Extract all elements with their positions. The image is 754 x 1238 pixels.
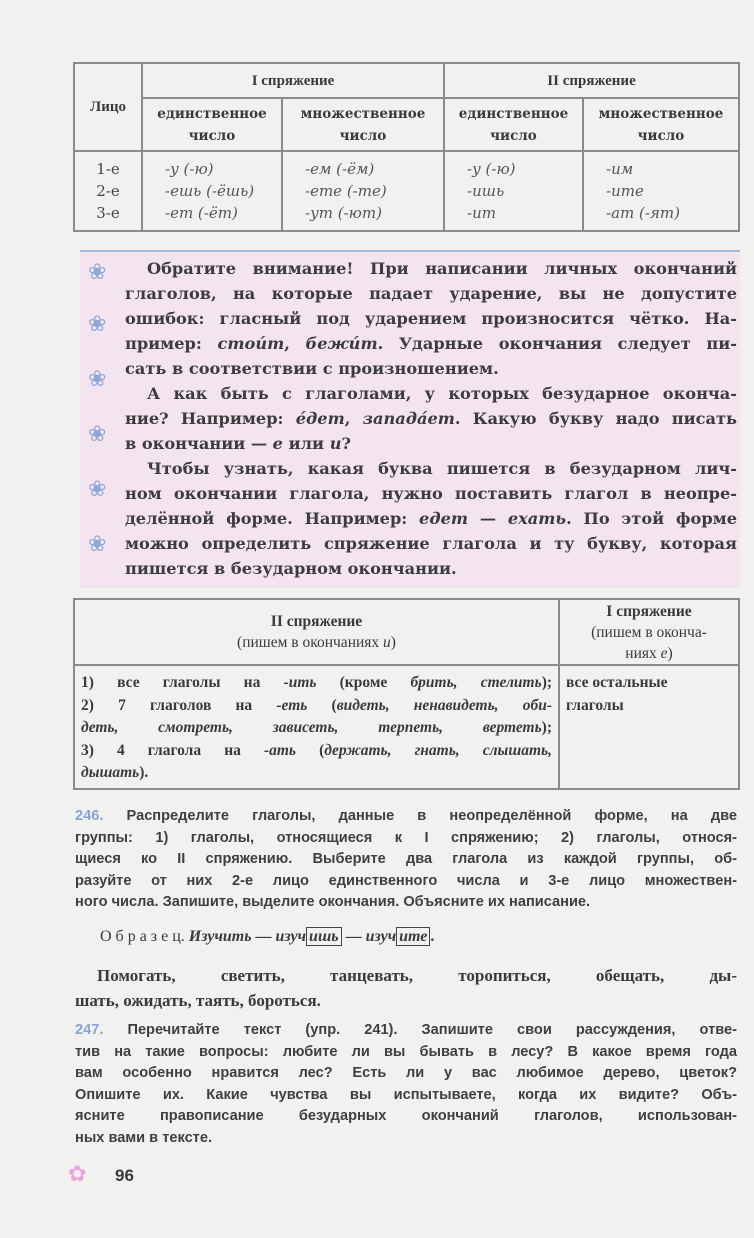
page-number: 96 [115,1166,134,1185]
text-line: 246. Распределите глаголы, данные в неопределённой форме, на две [75,808,737,824]
text-line: дышать). [81,764,149,781]
text-line: разуйте от них 2-е лицо единственного числа и 3-е лицо множествен- [75,872,737,889]
conj1-rule-header: I спряжение (пишем в оконча- ниях е) [559,599,739,665]
table-cell-line: 1-е [96,160,120,178]
ending-box: ите [396,927,430,946]
conj1-singular-endings [142,151,282,231]
text-line: деть, смотреть, зависеть, терпеть, вертеть); [81,719,552,736]
text-line: группы: 1) глаголы, относящиеся к I спряжению; 2) глаголы, относя- [75,829,737,846]
text-line: в окончании — е или и? [125,434,351,453]
conj2-rule-list [74,665,559,789]
rule-note-box [80,250,740,588]
table-cell-line: -у (-ю) [467,160,516,178]
table-cell-line: -ишь [467,182,505,200]
conj1-header: I спряжение [142,63,444,98]
conj1-plural-endings [282,151,444,231]
text-line: ном окончании глагола, нужно поставить глагол в неопре- [125,484,737,503]
conj2-plural-header: множественное число [583,98,739,151]
table-cell-line: -у (-ю) [165,160,214,178]
flower-ornament-icon: ❀ [88,312,107,337]
text-line: 1) все глаголы на -ить (кроме брить, стелить); [81,674,553,691]
text-line: пишется в безударном окончании. [125,559,457,578]
persons-cell [74,151,142,231]
text-line: тив на такие вопросы: любите ли вы бывать в лесу? В какое время года [75,1043,737,1060]
text-line: щиеся ко II спряжению. Выберите два глагола из каждой группы, об- [75,851,737,867]
table-cell-line: -ем (-ём) [305,160,375,178]
text-line: вам особенно нравится лес? Есть ли у вас любимое дерево, цветок? [75,1065,737,1081]
conj2-rule-header: II спряжение (пишем в окончаниях и) [74,599,559,665]
person-header: Лицо [74,63,142,151]
conjugation-rule-table [73,598,740,790]
table-cell-line: -им [606,160,634,178]
text-line: сать в соответствии с произношением. [125,359,499,378]
rule-note-text [125,256,737,581]
verb-list: Помогать, светить, танцевать, торопиться, обещать, ды- шать, ожидать, таять, бороться. [75,966,737,1010]
text-line: глаголов, на которые падает ударение, вы не допустите [125,284,737,303]
text-line: можно определить спряжение глагола и ту букву, которая [125,534,737,553]
conj2-singular-endings [444,151,583,231]
text-line: пример: стои́т, бежи́т. Ударные окончания следует пи- [125,334,737,353]
table-cell-line: 2-е [96,182,120,200]
table-cell-line: -ат (-ят) [606,204,680,222]
text-line: 3) 4 глагола на -ать (держать, гнать, слышать, [81,741,552,759]
sample-line: О б р а з е ц. Изучить — изуч ишь — изуч ите . [100,928,435,945]
conjugation-endings-table [73,62,740,232]
flower-ornament-icon: ❀ [88,532,107,557]
table-cell-line: -ите [606,182,644,200]
table-cell-line: -ешь (-ёшь) [165,182,255,200]
flower-ornament-icon: ❀ [88,367,107,392]
text-line: ных вами в тексте. [75,1129,213,1146]
exercise-number: 247. [75,1022,128,1038]
table-cell-line: -ит [467,204,496,222]
ending-box: ишь [306,927,342,946]
text-line: Чтобы узнать, какая буква пишется в безударном лич- [147,459,737,478]
text-line: ного числа. Запишите, выделите окончания. Объясните их написание. [75,894,591,910]
text-line: 247. Перечитайте текст (упр. 241). Запишите свои рассуждения, отве- [75,1022,737,1038]
text-line: делённой форме. Например: едет — ехать. По этой форме [125,509,737,528]
exercise-246 [75,806,737,914]
table-cell-line: -ут (-ют) [305,204,382,222]
conj1-singular-header: единственное число [142,98,282,151]
text-line: ние? Например: е́дет, запада́ет. Какую букву надо писать [125,409,737,428]
flower-ornament-icon: ❀ [88,260,107,285]
text-line: 2) 7 глаголов на -еть (видеть, ненавидеть, оби- [81,696,552,714]
text-line: ошибок: гласный под ударением произносится чётко. На- [125,309,737,328]
conj1-rule-cell: все остальные глаголы [559,665,739,789]
table-cell-line: -ете (-те) [305,182,387,200]
conj1-plural-header: множественное число [282,98,444,151]
conj2-header: II спряжение [444,63,739,98]
text-line: Опишите их. Какие чувства вы испытываете, когда их видите? Объ- [75,1086,737,1103]
text-line: ясните правописание безударных окончаний глаголов, использован- [75,1108,737,1124]
conj2-singular-header: единственное число [444,98,583,151]
text-line: А как быть с глаголами, у которых безударное оконча- [147,384,737,403]
flower-ornament-icon: ❀ [88,422,107,447]
table-cell-line: 3-е [96,204,120,222]
exercise-247 [75,1020,737,1149]
text-line: Обратите внимание! При написании личных окончаний [147,259,737,278]
exercise-number: 246. [75,808,127,824]
flower-ornament-icon: ❀ [88,477,107,502]
conj2-plural-endings [583,151,739,231]
table-cell-line: -ет (-ёт) [165,204,238,222]
flower-ornament-icon: ✿ [68,1162,87,1187]
